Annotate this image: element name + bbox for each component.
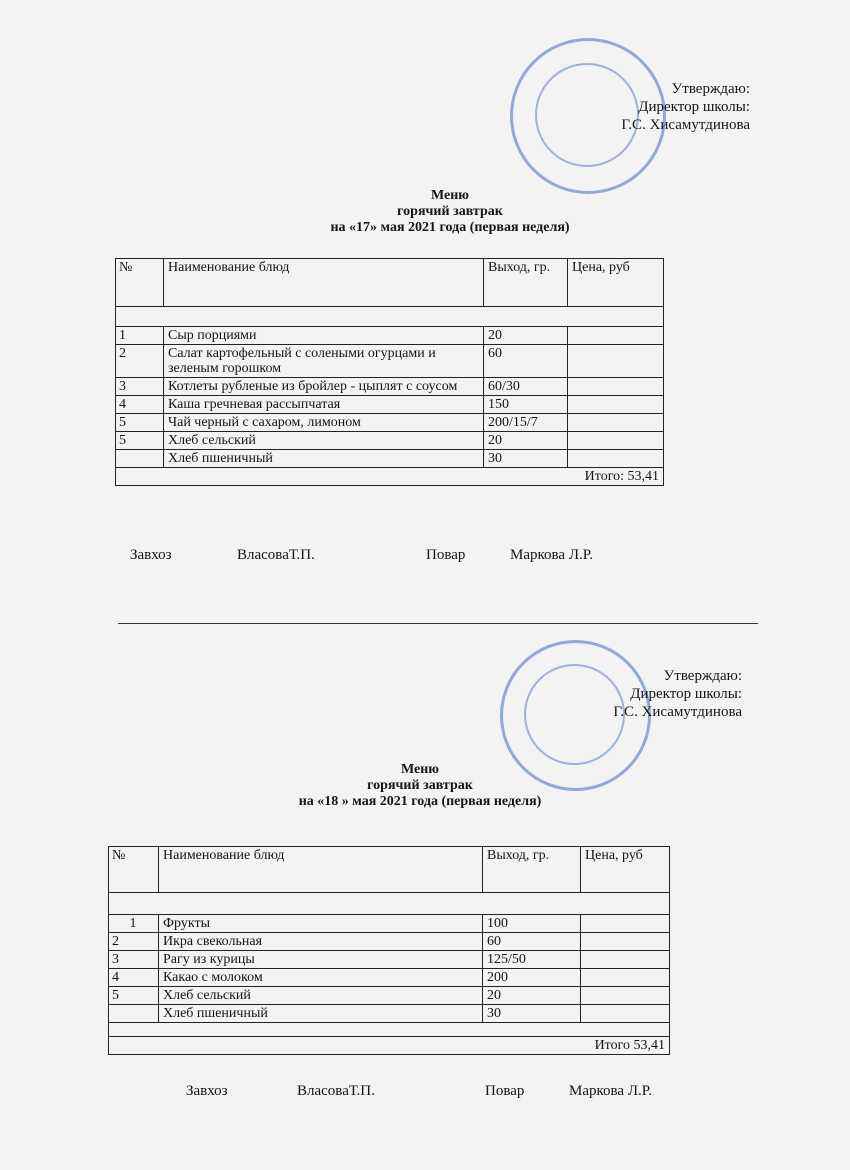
column-header-price: Цена, руб [581, 847, 670, 893]
row-num: 4 [109, 969, 159, 987]
table-row [116, 378, 664, 396]
table-row [116, 327, 664, 345]
table-row [109, 969, 670, 987]
table-row [116, 396, 664, 414]
row-output: 100 [483, 915, 581, 933]
signature-line [130, 547, 690, 567]
approval-block [560, 80, 750, 134]
row-output: 20 [484, 327, 568, 345]
column-header-output: Выход, гр. [484, 259, 568, 307]
row-price [568, 345, 664, 378]
row-price [568, 450, 664, 468]
menu-meal-type: горячий завтрак [367, 778, 473, 793]
row-price [581, 915, 670, 933]
section-divider [118, 623, 758, 624]
row-price [568, 414, 664, 432]
row-price [581, 933, 670, 951]
column-header-name: Наименование блюд [159, 847, 483, 893]
row-dish: Фрукты [159, 915, 483, 933]
row-dish: Салат картофельный с солеными огурцами и зеленым горошком [164, 345, 484, 378]
storekeeper-name: ВласоваТ.П. [297, 1083, 375, 1099]
row-dish: Хлеб пшеничный [159, 1005, 483, 1023]
row-num: 4 [116, 396, 164, 414]
row-dish: Хлеб сельский [159, 987, 483, 1005]
row-num [116, 450, 164, 468]
cook-name: Маркова Л.Р. [510, 547, 593, 563]
menu-heading: Меню [400, 762, 439, 777]
row-num: 2 [109, 933, 159, 951]
row-output: 60 [483, 933, 581, 951]
row-output: 30 [484, 450, 568, 468]
row-price [568, 396, 664, 414]
cook-role: Повар [485, 1083, 525, 1099]
row-num: 3 [109, 951, 159, 969]
menu-table [115, 258, 664, 486]
row-price [581, 969, 670, 987]
row-price [581, 987, 670, 1005]
row-num: 3 [116, 378, 164, 396]
table-header-row [116, 259, 664, 307]
menu-table [108, 846, 670, 1055]
cook-name: Маркова Л.Р. [569, 1083, 652, 1099]
row-dish: Какао с молоком [159, 969, 483, 987]
column-header-price: Цена, руб [568, 259, 664, 307]
row-dish: Каша гречневая рассыпчатая [164, 396, 484, 414]
menu-heading: Меню [430, 188, 469, 203]
row-output: 200/15/7 [484, 414, 568, 432]
column-header-output: Выход, гр. [483, 847, 581, 893]
table-row [116, 432, 664, 450]
row-num: 2 [116, 345, 164, 378]
row-output: 125/50 [483, 951, 581, 969]
row-output: 60 [484, 345, 568, 378]
signature-line [186, 1083, 706, 1103]
row-num: 5 [109, 987, 159, 1005]
row-output: 20 [483, 987, 581, 1005]
row-price [581, 951, 670, 969]
column-header-num: № [109, 847, 159, 893]
row-output: 60/30 [484, 378, 568, 396]
row-num: 5 [116, 414, 164, 432]
menu-date: на «17» мая 2021 года (первая неделя) [330, 220, 570, 235]
row-price [568, 327, 664, 345]
approval-label: Утверждаю: [663, 668, 742, 684]
storekeeper-role: Завхоз [130, 547, 172, 563]
row-price [568, 378, 664, 396]
storekeeper-name: ВласоваТ.П. [237, 547, 315, 563]
row-output: 150 [484, 396, 568, 414]
table-row [116, 345, 664, 378]
row-dish: Рагу из курицы [159, 951, 483, 969]
table-row [109, 1023, 670, 1037]
row-price [581, 1005, 670, 1023]
row-num: 1 [116, 327, 164, 345]
approval-block [550, 667, 742, 721]
column-header-name: Наименование блюд [164, 259, 484, 307]
column-header-num: № [116, 259, 164, 307]
menu-total: Итого: 53,41 [116, 468, 664, 486]
row-dish: Хлеб пшеничный [164, 450, 484, 468]
menu-title [200, 188, 700, 236]
table-row [109, 933, 670, 951]
table-spacer-row [109, 893, 670, 915]
row-dish: Котлеты рубленые из бройлер - цыплят с соусом [164, 378, 484, 396]
row-price [568, 432, 664, 450]
approval-position: Директор школы: [638, 99, 750, 115]
table-total-row [116, 468, 664, 486]
row-output: 200 [483, 969, 581, 987]
menu-meal-type: горячий завтрак [397, 204, 503, 219]
table-row [109, 951, 670, 969]
storekeeper-role: Завхоз [186, 1083, 228, 1099]
cook-role: Повар [426, 547, 466, 563]
table-row [116, 414, 664, 432]
table-row [109, 1005, 670, 1023]
row-num: 1 [109, 915, 159, 933]
table-row [116, 450, 664, 468]
approval-director-name: Г.С. Хисамутдинова [621, 117, 750, 133]
approval-position: Директор школы: [630, 686, 742, 702]
row-dish: Сыр порциями [164, 327, 484, 345]
menu-title [170, 762, 670, 810]
row-dish: Икра свекольная [159, 933, 483, 951]
row-output: 20 [484, 432, 568, 450]
table-spacer-row [116, 307, 664, 327]
table-total-row [109, 1037, 670, 1055]
table-row [109, 915, 670, 933]
row-dish: Хлеб сельский [164, 432, 484, 450]
menu-date: на «18 » мая 2021 года (первая неделя) [298, 794, 542, 809]
row-num: 5 [116, 432, 164, 450]
approval-label: Утверждаю: [671, 81, 750, 97]
row-num [109, 1005, 159, 1023]
table-header-row [109, 847, 670, 893]
table-row [109, 987, 670, 1005]
row-dish: Чай черный с сахаром, лимоном [164, 414, 484, 432]
row-output: 30 [483, 1005, 581, 1023]
menu-total: Итого 53,41 [109, 1037, 670, 1055]
approval-director-name: Г.С. Хисамутдинова [613, 704, 742, 720]
